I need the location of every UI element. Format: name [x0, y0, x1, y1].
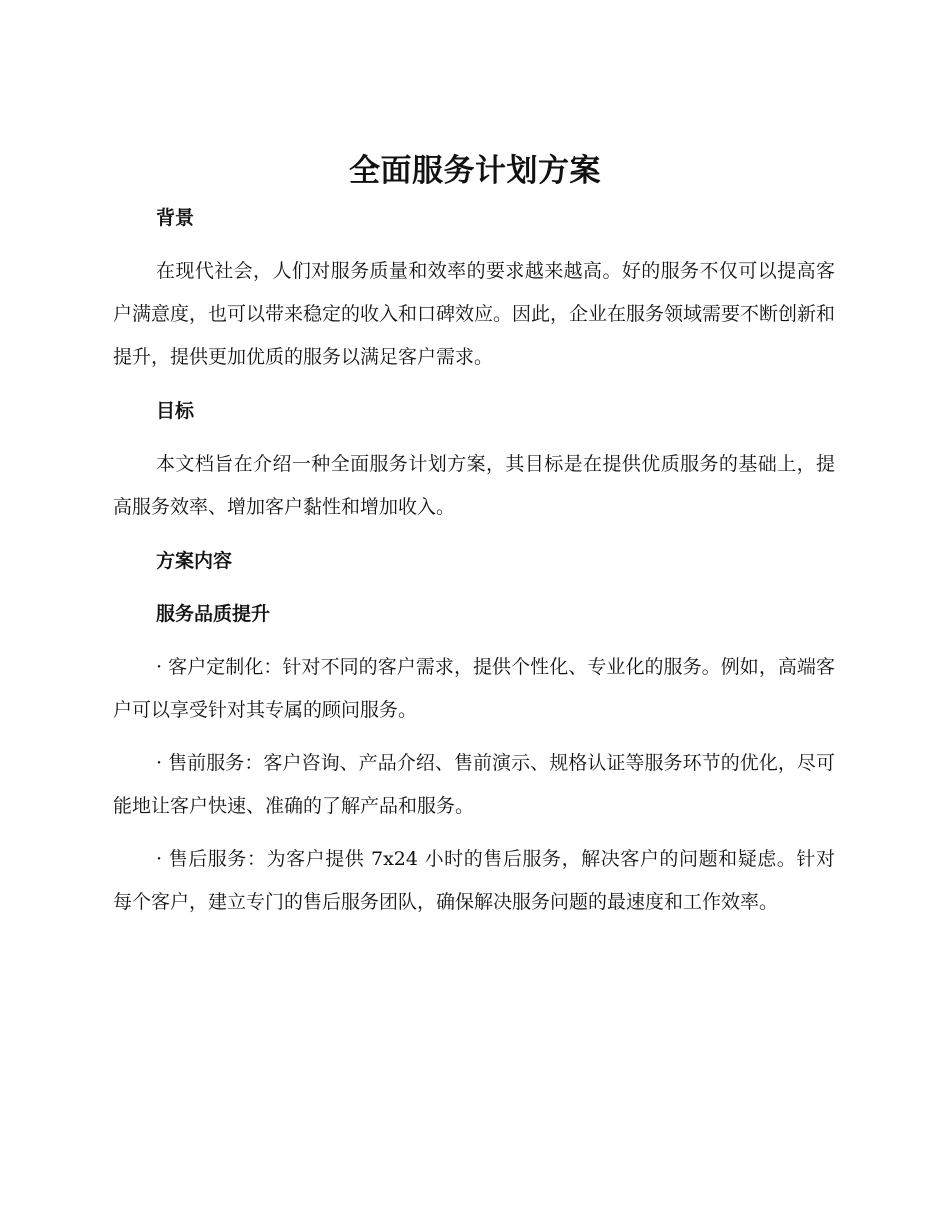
section-gap — [113, 433, 835, 443]
bullet-customer-customization: · 客户定制化：针对不同的客户需求，提供个性化、专业化的服务。例如，高端客户可以享受针对其专属的顾问服务。 — [113, 656, 835, 721]
section-heading-plan-content: 方案内容 — [156, 550, 233, 572]
bullet-pre-sales-service: · 售前服务：客户咨询、产品介绍、售前演示、规格认证等服务环节的优化，尽可能地让客户快速、准确的了解产品和服务。 — [113, 752, 835, 817]
section-heading-goals: 目标 — [156, 400, 195, 422]
section-heading-service-quality: 服务品质提升 — [156, 603, 271, 625]
section-gap — [113, 379, 835, 390]
section-gap — [113, 732, 835, 742]
document-body — [113, 197, 835, 924]
bullet-after-sales-service: · 售后服务：为客户提供 7x24 小时的售后服务，解决客户的问题和疑虑。针对每个客户，建立专门的售后服务团队，确保解决服务问题的最速度和工作效率。 — [113, 848, 835, 913]
document-title: 全面服务计划方案 — [349, 153, 601, 189]
background-paragraph: 在现代社会，人们对服务质量和效率的要求越来越高。好的服务不仅可以提高客户满意度，也可以带来稳定的收入和口碑效应。因此，企业在服务领域需要不断创新和提升，提供更加优质的服务以满足客户需求。 — [113, 260, 836, 368]
section-gap — [113, 828, 835, 838]
goals-paragraph: 本文档旨在介绍一种全面服务计划方案，其目标是在提供优质服务的基础上，提高服务效率、增加客户黏性和增加收入。 — [113, 453, 835, 518]
section-gap — [113, 240, 835, 250]
section-heading-background: 背景 — [156, 207, 195, 229]
section-gap — [113, 529, 835, 540]
section-gap — [113, 636, 835, 646]
section-gap — [113, 583, 835, 593]
